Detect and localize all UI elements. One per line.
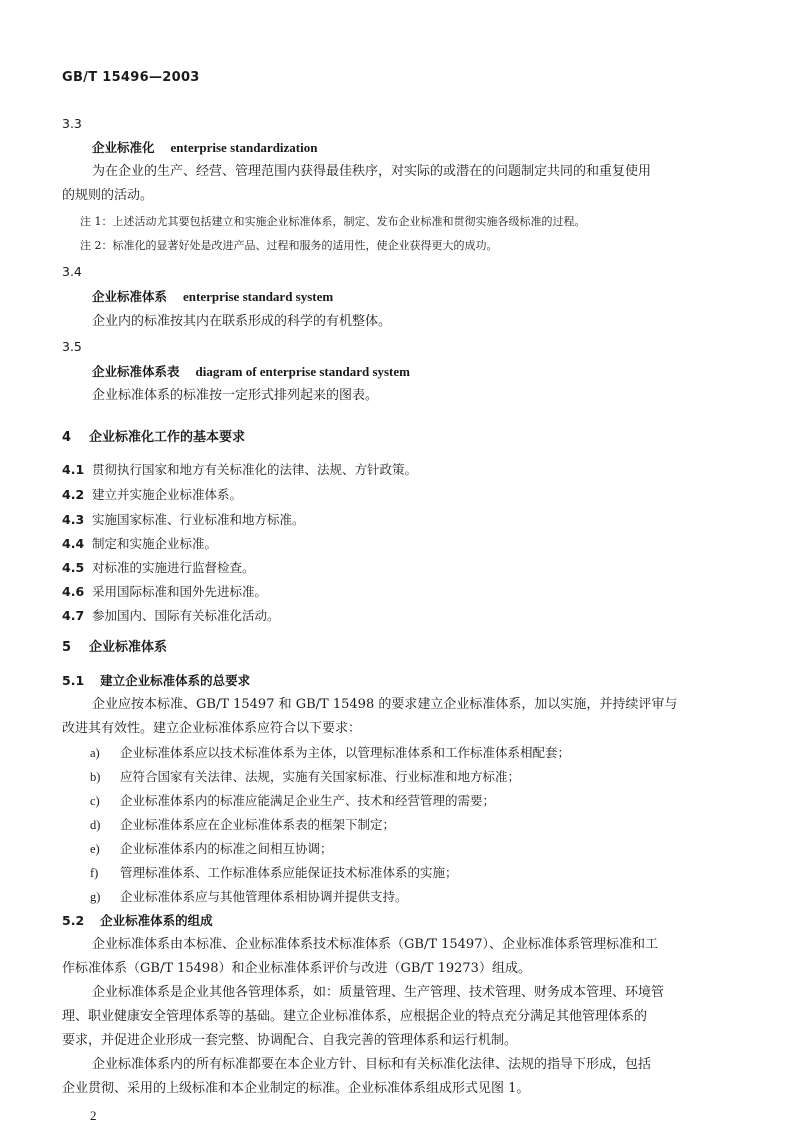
term-en: diagram of enterprise standard system <box>195 364 410 379</box>
term-heading <box>92 140 317 156</box>
subsection-number: 5.1 <box>62 673 85 688</box>
list-item <box>90 865 458 881</box>
clause-number: 3.5 <box>62 339 82 354</box>
clause-number: 3.4 <box>62 264 82 279</box>
item-number: 4.6 <box>62 584 85 599</box>
item-text: 应符合国家有关法律、法规，实施有关国家标准、行业标准和地方标准； <box>120 769 521 784</box>
note-line: 注 1：上述活动尤其要包括建立和实施企业标准体系，制定、发布企业标准和贯彻实施各级标准的过程。 <box>80 215 586 228</box>
paragraph-line: 改进其有效性。建立企业标准体系应符合以下要求： <box>62 721 362 736</box>
item-text: 对标准的实施进行监督检查。 <box>92 560 255 575</box>
section-number: 5 <box>62 640 72 655</box>
section-heading <box>62 640 167 656</box>
item-text: 实施国家标准、行业标准和地方标准。 <box>92 512 305 527</box>
note-line: 注 2：标准化的显著好处是改进产品、过程和服务的适用性，使企业获得更大的成功。 <box>80 239 498 252</box>
list-item <box>90 841 333 857</box>
item-number: c) <box>90 794 100 808</box>
subsection-title: 企业标准体系的组成 <box>100 913 213 928</box>
term-en: enterprise standardization <box>170 140 318 155</box>
item-number: g) <box>90 890 101 904</box>
list-item <box>62 560 255 576</box>
paragraph-line: 企业贯彻、采用的上级标准和本企业制定的标准。企业标准体系组成形式见图 1。 <box>62 1081 530 1096</box>
item-number: 4.3 <box>62 512 85 527</box>
item-text: 企业标准体系应以技术标准体系为主体，以管理标准体系和工作标准体系相配套； <box>120 745 571 760</box>
paragraph-line: 作标准体系（GB/T 15498）和企业标准体系评价与改进（GB/T 19273）组成。 <box>62 961 531 976</box>
item-number: 4.7 <box>62 608 85 623</box>
definition-line: 企业内的标准按其内在联系形成的科学的有机整体。 <box>92 314 392 329</box>
item-number: b) <box>90 770 101 784</box>
item-number: a) <box>90 746 100 760</box>
paragraph-line: 要求，并促进企业形成一套完整、协调配合、自我完善的管理体系和运行机制。 <box>62 1033 518 1048</box>
list-item <box>90 889 408 905</box>
item-text: 参加国内、国际有关标准化活动。 <box>92 608 280 623</box>
list-item <box>90 793 495 809</box>
term-zh: 企业标准化 <box>92 140 155 155</box>
term-heading <box>92 364 410 380</box>
paragraph-line: 理、职业健康安全管理体系等的基础。建立企业标准体系，应根据企业的特点充分满足其他管理体系的 <box>62 1009 648 1024</box>
item-number: 4.5 <box>62 560 85 575</box>
list-item <box>62 512 305 528</box>
subsection-number: 5.2 <box>62 913 85 928</box>
definition-line: 的规则的活动。 <box>62 188 154 203</box>
standard-code-header: GB/T 15496—2003 <box>62 70 200 85</box>
section-number: 4 <box>62 430 72 445</box>
section-title: 企业标准体系 <box>89 640 168 655</box>
item-text: 制定和实施企业标准。 <box>92 536 218 551</box>
item-text: 企业标准体系应与其他管理体系相协调并提供支持。 <box>120 889 408 904</box>
term-en: enterprise standard system <box>183 289 334 304</box>
item-number: 4.4 <box>62 536 85 551</box>
item-number: 4.2 <box>62 487 85 502</box>
list-item <box>90 769 520 785</box>
item-number: d) <box>90 818 101 832</box>
term-zh: 企业标准体系表 <box>92 364 180 379</box>
paragraph-line: 企业标准体系内的所有标准都要在本企业方针、目标和有关标准化法律、法规的指导下形成，包括 <box>92 1057 652 1072</box>
item-text: 建立并实施企业标准体系。 <box>92 487 243 502</box>
item-text: 企业标准体系应在企业标准体系表的框架下制定； <box>120 817 396 832</box>
item-text: 企业标准体系内的标准之间相互协调； <box>120 841 333 856</box>
item-number: f) <box>90 866 99 880</box>
paragraph-line: 企业标准体系由本标准、企业标准体系技术标准体系（GB/T 15497）、企业标准体系管理标准和工 <box>92 937 658 952</box>
list-item <box>62 462 417 478</box>
subsection-heading <box>62 673 250 689</box>
section-heading <box>62 430 245 446</box>
list-item <box>62 584 267 600</box>
item-text: 采用国际标准和国外先进标准。 <box>92 584 268 599</box>
clause-number: 3.3 <box>62 116 82 131</box>
list-item <box>62 487 242 503</box>
list-item <box>62 608 280 624</box>
paragraph-line: 企业标准体系是企业其他各管理体系，如：质量管理、生产管理、技术管理、财务成本管理、环境管 <box>92 985 665 1000</box>
term-heading <box>92 289 333 305</box>
list-item <box>62 536 217 552</box>
term-zh: 企业标准体系 <box>92 289 168 304</box>
item-number: 4.1 <box>62 462 85 477</box>
section-title: 企业标准化工作的基本要求 <box>89 430 246 445</box>
item-text: 贯彻执行国家和地方有关标准化的法律、法规、方针政策。 <box>92 462 418 477</box>
subsection-title: 建立企业标准体系的总要求 <box>100 673 251 688</box>
item-text: 企业标准体系内的标准应能满足企业生产、技术和经营管理的需要； <box>120 793 496 808</box>
paragraph-line: 企业应按本标准、GB/T 15497 和 GB/T 15498 的要求建立企业标准体系，加以实施，并持续评审与 <box>92 697 678 712</box>
item-number: e) <box>90 842 100 856</box>
subsection-heading <box>62 913 213 929</box>
page-number: 2 <box>90 1108 97 1123</box>
definition-line: 为在企业的生产、经营、管理范围内获得最佳秩序，对实际的或潜在的问题制定共同的和重复使用 <box>92 164 652 179</box>
definition-line: 企业标准体系的标准按一定形式排列起来的图表。 <box>92 388 379 403</box>
list-item <box>90 745 570 761</box>
item-text: 管理标准体系、工作标准体系应能保证技术标准体系的实施； <box>120 865 458 880</box>
list-item <box>90 817 395 833</box>
